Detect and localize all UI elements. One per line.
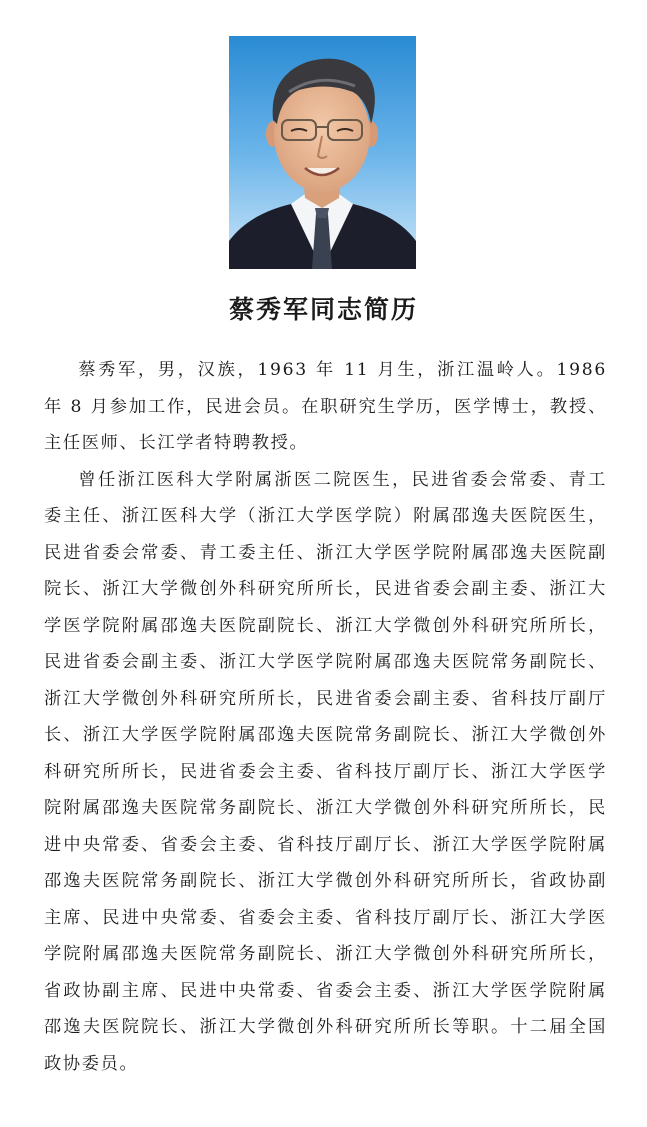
portrait-illustration bbox=[229, 36, 416, 269]
document-body bbox=[44, 352, 607, 1082]
bio-paragraph-personal-info: 蔡秀军，男，汉族，1963 年 11 月生，浙江温岭人。1986 年 8 月参加工作，民进会员。在职研究生学历，医学博士，教授、主任医师、长江学者特聘教授。 bbox=[44, 360, 607, 453]
portrait-photo bbox=[229, 36, 416, 269]
document-title: 蔡秀军同志简历 bbox=[228, 295, 418, 324]
bio-paragraph-career-history: 曾任浙江医科大学附属浙医二院医生，民进省委会常委、青工委主任、浙江医科大学（浙江大学医学院）附属邵逸夫医院医生，民进省委会常委、青工委主任、浙江大学医学院附属邵逸夫医院副院长、浙江大学微创外科研究所所长，民进省委会副主委、浙江大学医学院附属邵逸夫医院副院长、浙江大学微创外科研究所所长，民进省委会副主委、浙江大学医学院附属邵逸夫医院常务副院长、浙江大学微创外科研究所所长，民进省委会副主委、省科技厅副厅长、浙江大学医学院附属邵逸夫医院常务副院长、浙江大学微创外科研究所所长，民进省委会主委、省科技厅副厅长、浙江大学医学院附属邵逸夫医院常务副院长、浙江大学微创外科研究所所长，民进中央常委、省委会主委、省科技厅副厅长、浙江大学医学院附属邵逸夫医院常务副院长、浙江大学微创外科研究所所长，省政协副主席、民进中央常委、省委会主委、省科技厅副厅长、浙江大学医学院附属邵逸夫医院常务副院长、浙江大学微创外科研究所所长，省政协副主席、民进中央常委、省委会主委、浙江大学医学院附属邵逸夫医院院长、浙江大学微创外科研究所所长等职。十二届全国政协委员。 bbox=[44, 469, 607, 1074]
